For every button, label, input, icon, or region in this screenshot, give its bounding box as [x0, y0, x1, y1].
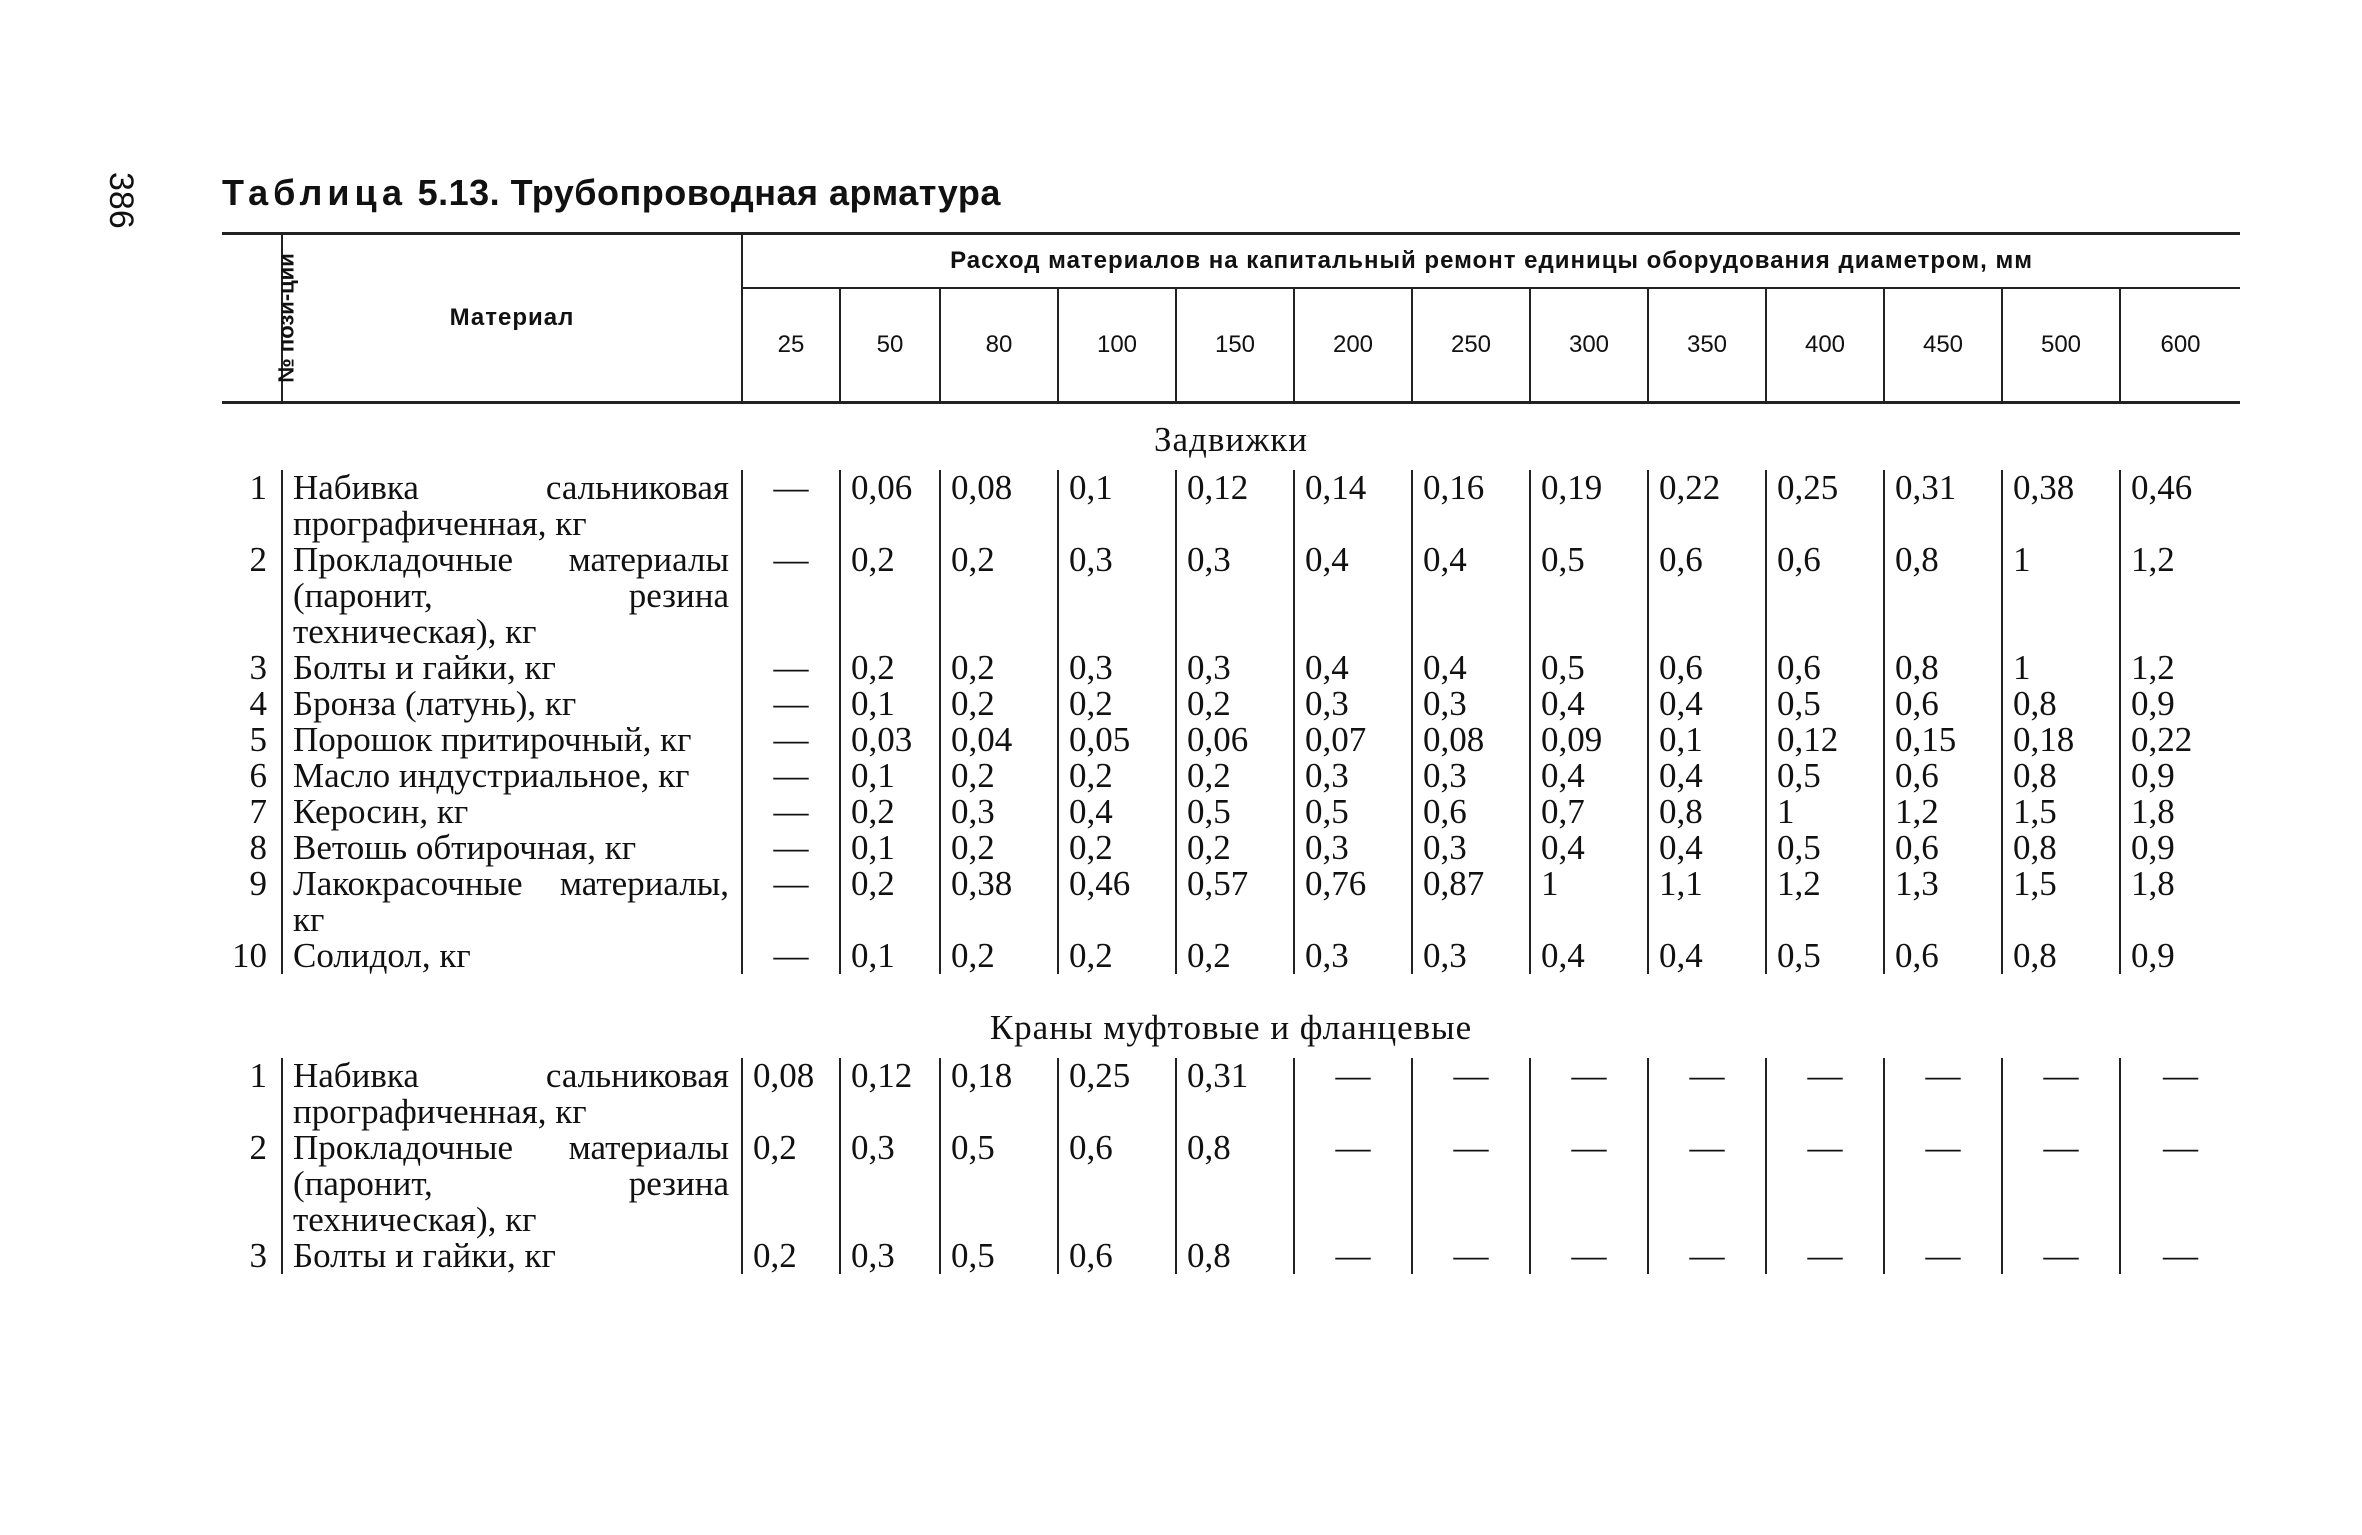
value-cell-250: — [1412, 1238, 1530, 1274]
value-cell-500: 0,38 [2002, 470, 2120, 542]
material-name: Масло индустриальное, кг [282, 758, 742, 794]
header-diameter-500: 500 [2002, 288, 2120, 403]
value-cell-25: 0,08 [742, 1058, 840, 1130]
value-cell-450: 0,6 [1884, 938, 2002, 974]
value-cell-25: — [742, 542, 840, 650]
value-cell-200: 0,3 [1294, 686, 1412, 722]
value-cell-500: 1 [2002, 650, 2120, 686]
value-cell-200: 0,5 [1294, 794, 1412, 830]
value-cell-80: 0,2 [940, 830, 1058, 866]
value-cell-100: 0,05 [1058, 722, 1176, 758]
value-cell-100: 0,46 [1058, 866, 1176, 938]
table-row [222, 1058, 2240, 1130]
value-cell-300: 0,19 [1530, 470, 1648, 542]
value-cell-350: 0,4 [1648, 758, 1766, 794]
table-row [222, 866, 2240, 938]
position-number: 6 [249, 756, 267, 795]
header-diameter-50: 50 [840, 288, 940, 403]
value-cell-450: 0,8 [1884, 542, 2002, 650]
value-cell-400: 0,6 [1766, 650, 1884, 686]
table-header [222, 234, 2240, 403]
value-cell-250: 0,4 [1412, 650, 1530, 686]
value-cell-80: 0,2 [940, 758, 1058, 794]
value-cell-300: 0,4 [1530, 938, 1648, 974]
value-cell-80: 0,2 [940, 650, 1058, 686]
value-cell-400: 0,5 [1766, 830, 1884, 866]
header-diameter-100: 100 [1058, 288, 1176, 403]
value-cell-600: 1,2 [2120, 542, 2240, 650]
value-cell-250: 0,87 [1412, 866, 1530, 938]
value-cell-50: 0,1 [840, 686, 940, 722]
value-cell-25: — [742, 794, 840, 830]
value-cell-600: 0,22 [2120, 722, 2240, 758]
value-cell-450: — [1884, 1058, 2002, 1130]
position-number: 1 [249, 468, 267, 507]
value-cell-100: 0,3 [1058, 650, 1176, 686]
header-diameter-600: 600 [2120, 288, 2240, 403]
table-title-label: Таблица [222, 172, 408, 213]
value-cell-150: 0,3 [1176, 542, 1294, 650]
value-cell-350: — [1648, 1130, 1766, 1238]
value-cell-50: 0,2 [840, 542, 940, 650]
header-diameter-200: 200 [1294, 288, 1412, 403]
value-cell-50: 0,12 [840, 1058, 940, 1130]
value-cell-50: 0,03 [840, 722, 940, 758]
value-cell-600: — [2120, 1130, 2240, 1238]
value-cell-600: 0,9 [2120, 758, 2240, 794]
value-cell-300: — [1530, 1058, 1648, 1130]
value-cell-25: — [742, 758, 840, 794]
material-name: Лакокрасочные материалы, кг [282, 866, 742, 938]
section-title: Краны муфтовые и фланцевые [989, 1008, 1473, 1047]
value-cell-150: 0,8 [1176, 1130, 1294, 1238]
value-cell-500: 0,8 [2002, 686, 2120, 722]
position-number: 10 [232, 936, 267, 975]
value-cell-200: — [1294, 1130, 1412, 1238]
value-cell-450: 0,31 [1884, 470, 2002, 542]
table-body [222, 403, 2240, 1275]
value-cell-250: — [1412, 1130, 1530, 1238]
value-cell-600: 0,9 [2120, 830, 2240, 866]
table-title-text: 5.13. Трубопроводная арматура [417, 172, 1001, 213]
value-cell-50: 0,3 [840, 1130, 940, 1238]
table-row [222, 650, 2240, 686]
value-cell-50: 0,2 [840, 650, 940, 686]
table-row [222, 830, 2240, 866]
value-cell-50: 0,1 [840, 830, 940, 866]
value-cell-400: 0,5 [1766, 758, 1884, 794]
material-name: Набивка сальниковая прографиченная, кг [282, 470, 742, 542]
value-cell-600: — [2120, 1058, 2240, 1130]
value-cell-450: — [1884, 1238, 2002, 1274]
value-cell-600: 1,8 [2120, 794, 2240, 830]
value-cell-250: 0,3 [1412, 830, 1530, 866]
value-cell-200: 0,3 [1294, 938, 1412, 974]
value-cell-250: 0,16 [1412, 470, 1530, 542]
value-cell-100: 0,25 [1058, 1058, 1176, 1130]
value-cell-300: 0,5 [1530, 542, 1648, 650]
value-cell-50: 0,2 [840, 794, 940, 830]
table-row [222, 1238, 2240, 1274]
value-cell-350: 0,4 [1648, 686, 1766, 722]
value-cell-100: 0,2 [1058, 758, 1176, 794]
value-cell-500: 0,8 [2002, 830, 2120, 866]
value-cell-150: 0,2 [1176, 938, 1294, 974]
value-cell-50: 0,1 [840, 938, 940, 974]
value-cell-300: — [1530, 1238, 1648, 1274]
value-cell-200: — [1294, 1058, 1412, 1130]
value-cell-50: 0,2 [840, 866, 940, 938]
value-cell-100: 0,2 [1058, 830, 1176, 866]
material-name: Бронза (латунь), кг [282, 686, 742, 722]
table-row [222, 470, 2240, 542]
value-cell-400: 0,5 [1766, 686, 1884, 722]
value-cell-100: 0,6 [1058, 1238, 1176, 1274]
value-cell-400: 1,2 [1766, 866, 1884, 938]
value-cell-600: 0,9 [2120, 686, 2240, 722]
value-cell-80: 0,5 [940, 1130, 1058, 1238]
value-cell-350: 1,1 [1648, 866, 1766, 938]
material-name: Болты и гайки, кг [282, 1238, 742, 1274]
value-cell-80: 0,18 [940, 1058, 1058, 1130]
value-cell-50: 0,3 [840, 1238, 940, 1274]
value-cell-600: 1,8 [2120, 866, 2240, 938]
header-material: Материал [282, 234, 742, 403]
value-cell-400: 0,25 [1766, 470, 1884, 542]
value-cell-500: 1,5 [2002, 866, 2120, 938]
value-cell-250: 0,6 [1412, 794, 1530, 830]
header-diameter-400: 400 [1766, 288, 1884, 403]
material-name: Прокладочные материалы (паронит, резина техническая), кг [282, 1130, 742, 1238]
value-cell-600: 0,9 [2120, 938, 2240, 974]
value-cell-450: 0,6 [1884, 686, 2002, 722]
value-cell-150: 0,12 [1176, 470, 1294, 542]
header-consumption-caption: Расход материалов на капитальный ремонт единицы оборудования диаметром, мм [742, 234, 2240, 289]
position-number: 9 [249, 864, 267, 903]
materials-table [222, 232, 2240, 1274]
header-diameter-350: 350 [1648, 288, 1766, 403]
table-title [222, 172, 1001, 214]
value-cell-500: — [2002, 1130, 2120, 1238]
header-diameter-80: 80 [940, 288, 1058, 403]
value-cell-350: — [1648, 1058, 1766, 1130]
value-cell-80: 0,08 [940, 470, 1058, 542]
header-diameter-250: 250 [1412, 288, 1530, 403]
value-cell-350: 0,6 [1648, 650, 1766, 686]
position-number: 1 [249, 1056, 267, 1095]
value-cell-300: 0,4 [1530, 686, 1648, 722]
value-cell-25: — [742, 938, 840, 974]
value-cell-100: 0,4 [1058, 794, 1176, 830]
value-cell-400: — [1766, 1058, 1884, 1130]
table-row [222, 722, 2240, 758]
value-cell-400: 1 [1766, 794, 1884, 830]
value-cell-500: 0,8 [2002, 758, 2120, 794]
value-cell-25: 0,2 [742, 1238, 840, 1274]
value-cell-500: 0,18 [2002, 722, 2120, 758]
value-cell-80: 0,38 [940, 866, 1058, 938]
value-cell-25: — [742, 686, 840, 722]
material-name: Прокладочные материалы (паронит, резина техническая), кг [282, 542, 742, 650]
material-name: Болты и гайки, кг [282, 650, 742, 686]
value-cell-600: — [2120, 1238, 2240, 1274]
value-cell-250: — [1412, 1058, 1530, 1130]
value-cell-200: 0,76 [1294, 866, 1412, 938]
value-cell-100: 0,2 [1058, 938, 1176, 974]
section-title: Задвижки [1153, 420, 1309, 459]
value-cell-80: 0,5 [940, 1238, 1058, 1274]
value-cell-300: 0,09 [1530, 722, 1648, 758]
position-number: 4 [249, 684, 267, 723]
page-number: 386 [102, 172, 140, 229]
value-cell-50: 0,1 [840, 758, 940, 794]
value-cell-80: 0,2 [940, 938, 1058, 974]
material-name: Солидол, кг [282, 938, 742, 974]
value-cell-400: — [1766, 1130, 1884, 1238]
position-number: 8 [249, 828, 267, 867]
value-cell-450: — [1884, 1130, 2002, 1238]
table-row [222, 686, 2240, 722]
value-cell-50: 0,06 [840, 470, 940, 542]
material-name: Порошок притирочный, кг [282, 722, 742, 758]
value-cell-100: 0,3 [1058, 542, 1176, 650]
value-cell-250: 0,3 [1412, 686, 1530, 722]
value-cell-200: 0,3 [1294, 830, 1412, 866]
value-cell-150: 0,5 [1176, 794, 1294, 830]
value-cell-450: 0,15 [1884, 722, 2002, 758]
value-cell-400: — [1766, 1238, 1884, 1274]
value-cell-450: 0,8 [1884, 650, 2002, 686]
value-cell-500: 1 [2002, 542, 2120, 650]
value-cell-350: — [1648, 1238, 1766, 1274]
value-cell-150: 0,3 [1176, 650, 1294, 686]
value-cell-200: 0,4 [1294, 542, 1412, 650]
value-cell-250: 0,08 [1412, 722, 1530, 758]
value-cell-25: — [742, 470, 840, 542]
value-cell-100: 0,6 [1058, 1130, 1176, 1238]
header-diameter-150: 150 [1176, 288, 1294, 403]
position-number: 2 [249, 540, 267, 579]
value-cell-300: — [1530, 1130, 1648, 1238]
value-cell-200: 0,14 [1294, 470, 1412, 542]
header-position: № пози-ции [222, 234, 282, 403]
position-number: 5 [249, 720, 267, 759]
value-cell-200: — [1294, 1238, 1412, 1274]
material-name: Керосин, кг [282, 794, 742, 830]
header-diameter-300: 300 [1530, 288, 1648, 403]
value-cell-300: 0,5 [1530, 650, 1648, 686]
header-diameter-25: 25 [742, 288, 840, 403]
value-cell-80: 0,2 [940, 686, 1058, 722]
value-cell-450: 0,6 [1884, 758, 2002, 794]
table-row [222, 1130, 2240, 1238]
value-cell-25: — [742, 650, 840, 686]
value-cell-200: 0,4 [1294, 650, 1412, 686]
value-cell-500: — [2002, 1058, 2120, 1130]
value-cell-400: 0,6 [1766, 542, 1884, 650]
table-row [222, 758, 2240, 794]
value-cell-25: — [742, 866, 840, 938]
value-cell-150: 0,06 [1176, 722, 1294, 758]
value-cell-300: 1 [1530, 866, 1648, 938]
value-cell-350: 0,8 [1648, 794, 1766, 830]
value-cell-200: 0,07 [1294, 722, 1412, 758]
value-cell-350: 0,6 [1648, 542, 1766, 650]
value-cell-150: 0,2 [1176, 830, 1294, 866]
value-cell-150: 0,31 [1176, 1058, 1294, 1130]
position-number: 2 [249, 1128, 267, 1167]
table-row [222, 542, 2240, 650]
position-number: 3 [249, 1236, 267, 1275]
value-cell-150: 0,8 [1176, 1238, 1294, 1274]
value-cell-450: 1,2 [1884, 794, 2002, 830]
value-cell-250: 0,3 [1412, 938, 1530, 974]
value-cell-600: 0,46 [2120, 470, 2240, 542]
value-cell-150: 0,2 [1176, 686, 1294, 722]
header-diameter-450: 450 [1884, 288, 2002, 403]
value-cell-500: 0,8 [2002, 938, 2120, 974]
value-cell-25: — [742, 722, 840, 758]
value-cell-80: 0,3 [940, 794, 1058, 830]
value-cell-150: 0,57 [1176, 866, 1294, 938]
value-cell-25: 0,2 [742, 1130, 840, 1238]
value-cell-80: 0,04 [940, 722, 1058, 758]
value-cell-350: 0,4 [1648, 830, 1766, 866]
value-cell-350: 0,22 [1648, 470, 1766, 542]
value-cell-600: 1,2 [2120, 650, 2240, 686]
value-cell-300: 0,7 [1530, 794, 1648, 830]
value-cell-450: 1,3 [1884, 866, 2002, 938]
position-number: 3 [249, 648, 267, 687]
section-row [222, 403, 2240, 471]
value-cell-150: 0,2 [1176, 758, 1294, 794]
position-number: 7 [249, 792, 267, 831]
section-row [222, 974, 2240, 1058]
value-cell-300: 0,4 [1530, 758, 1648, 794]
material-name: Ветошь обтирочная, кг [282, 830, 742, 866]
value-cell-300: 0,4 [1530, 830, 1648, 866]
value-cell-250: 0,4 [1412, 542, 1530, 650]
table-row [222, 794, 2240, 830]
value-cell-350: 0,1 [1648, 722, 1766, 758]
value-cell-100: 0,1 [1058, 470, 1176, 542]
table-row [222, 938, 2240, 974]
value-cell-100: 0,2 [1058, 686, 1176, 722]
material-name: Набивка сальниковая прографиченная, кг [282, 1058, 742, 1130]
value-cell-350: 0,4 [1648, 938, 1766, 974]
value-cell-400: 0,12 [1766, 722, 1884, 758]
value-cell-500: — [2002, 1238, 2120, 1274]
value-cell-450: 0,6 [1884, 830, 2002, 866]
value-cell-250: 0,3 [1412, 758, 1530, 794]
value-cell-25: — [742, 830, 840, 866]
value-cell-80: 0,2 [940, 542, 1058, 650]
value-cell-500: 1,5 [2002, 794, 2120, 830]
value-cell-200: 0,3 [1294, 758, 1412, 794]
value-cell-400: 0,5 [1766, 938, 1884, 974]
